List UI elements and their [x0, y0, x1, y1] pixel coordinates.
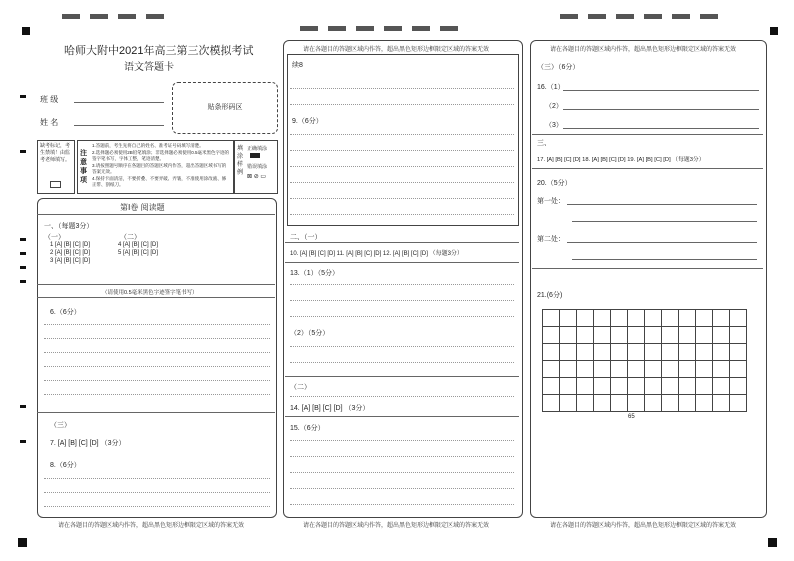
grid-cell[interactable] [628, 344, 645, 361]
absent-bubble[interactable] [50, 181, 61, 188]
mc-row-3[interactable]: 3 [A] [B] [C] [D] [50, 258, 91, 264]
divider [37, 214, 275, 215]
answer-line[interactable] [290, 346, 514, 347]
side-mark [20, 150, 26, 153]
sub1-title: （一） [44, 234, 65, 241]
mc-row-4[interactable]: 4 [A] [B] [C] [D] [118, 242, 159, 248]
grid-count-label: 65 [628, 414, 635, 420]
grid-cell[interactable] [679, 395, 696, 412]
grid-cell[interactable] [594, 378, 611, 395]
absent-mark-box [37, 140, 75, 194]
grid-cell[interactable] [679, 361, 696, 378]
q15-label: 15.（6分） [290, 425, 325, 432]
mc-row-b[interactable]: 10. [A] [B] [C] [D] 11. [A] [B] [C] [D] 12. [A] [B] [C] [D] （每题3分） [290, 251, 463, 257]
footer-warning-1: 请在各题目的答题区域内作答，超出黑色矩形边框限定区域的答案无效 [58, 523, 245, 529]
mc-row-2[interactable]: 2 [A] [B] [C] [D] [50, 250, 91, 256]
fill-correct-label: 正确填涂 [247, 146, 268, 152]
q20-first-line-2[interactable] [572, 221, 757, 222]
page-subtitle: 语文答题卡 [124, 62, 174, 73]
q20-first-label: 第一处： [537, 198, 565, 205]
grid-cell[interactable] [594, 395, 611, 412]
divider [532, 134, 763, 135]
mc-row-5[interactable]: 5 [A] [B] [C] [D] [118, 250, 159, 256]
grid-cell[interactable] [696, 395, 713, 412]
divider [532, 168, 763, 169]
answer-line[interactable] [290, 104, 514, 105]
grid-cell[interactable] [628, 395, 645, 412]
grid-cell[interactable] [611, 310, 628, 327]
grid-cell[interactable] [679, 378, 696, 395]
grid-cell[interactable] [628, 361, 645, 378]
grid-cell[interactable] [713, 378, 730, 395]
grid-cell[interactable] [662, 361, 679, 378]
class-field[interactable] [74, 102, 164, 103]
mc-row-c[interactable]: 17. [A] [B] [C] [D] 18. [A] [B] [C] [D] 19. [A] [B] [C] [D] （每题3分） [537, 157, 705, 163]
answer-line[interactable] [290, 88, 514, 89]
q20-second-label: 第二处： [537, 236, 565, 243]
q16-3-line[interactable] [563, 128, 759, 129]
q6-line-2[interactable] [44, 338, 270, 339]
grid-cell[interactable] [543, 327, 560, 344]
q6-label: 6.（6分） [50, 309, 81, 316]
absent-note: 缺考标记，考生禁填！由监考老师填写。 [40, 143, 71, 163]
grid-cell[interactable] [577, 395, 594, 412]
timing-bar-right [560, 14, 718, 19]
grid-cell[interactable] [594, 344, 611, 361]
grid-cell[interactable] [645, 344, 662, 361]
divider [285, 376, 519, 377]
page-title: 哈师大附中2021年高三第三次模拟考试 [64, 45, 254, 57]
name-label: 姓 名 [40, 118, 59, 127]
answer-line[interactable] [290, 300, 514, 301]
column-3-frame [530, 40, 767, 518]
grid-cell[interactable] [713, 327, 730, 344]
answer-line[interactable] [290, 472, 514, 473]
grid-cell[interactable] [560, 327, 577, 344]
grid-cell[interactable] [611, 361, 628, 378]
q20-first-line-1[interactable] [567, 204, 757, 205]
sec1-title: 一、（每题3分） [44, 223, 94, 230]
grid-cell[interactable] [594, 361, 611, 378]
grid-cell[interactable] [577, 378, 594, 395]
fill-correct-sample [250, 153, 260, 158]
corner-mark-bottom-right [768, 538, 777, 547]
grid-cell[interactable] [696, 344, 713, 361]
name-field[interactable] [74, 125, 164, 126]
grid-cell[interactable] [543, 395, 560, 412]
grid-cell[interactable] [645, 361, 662, 378]
notes-title: 注意事项 [80, 150, 87, 184]
grid-cell[interactable] [543, 344, 560, 361]
corner-mark-top-right [770, 27, 778, 35]
answer-line[interactable] [290, 396, 514, 397]
grid-cell[interactable] [628, 327, 645, 344]
q20-label: 20.（5分） [537, 180, 572, 187]
barcode-sticker-area [172, 82, 278, 134]
grid-cell[interactable] [543, 378, 560, 395]
grid-cell[interactable] [560, 344, 577, 361]
note-3: 3.请按照题号顺序在各题目的答题区域内作答，超出答题区域书写的答案无效。 [92, 162, 227, 174]
sub2-title: （二） [120, 234, 141, 241]
q7-label[interactable]: 7. [A] [B] [C] [D] （3分） [50, 440, 126, 447]
grid-cell[interactable] [560, 361, 577, 378]
mc-row-1[interactable]: 1 [A] [B] [C] [D] [50, 242, 91, 248]
grid-cell[interactable] [594, 327, 611, 344]
grid-cell[interactable] [611, 327, 628, 344]
footer-warning-3: 请在各题目的答题区域内作答，超出黑色矩形边框限定区域的答案无效 [550, 523, 737, 529]
q6-line-6[interactable] [44, 394, 270, 395]
grid-cell[interactable] [645, 327, 662, 344]
answer-line[interactable] [290, 198, 514, 199]
answer-line[interactable] [290, 456, 514, 457]
grid-cell[interactable] [543, 361, 560, 378]
sec3-title: 三、 [537, 140, 551, 147]
fill-example-box [234, 140, 278, 194]
side-mark [20, 266, 26, 269]
class-label: 班 级 [40, 95, 59, 104]
answer-line[interactable] [290, 214, 514, 215]
side-mark [20, 95, 26, 98]
q8-label: 8.（6分） [50, 462, 81, 469]
answer-line[interactable] [290, 488, 514, 489]
side-mark [20, 440, 26, 443]
divider [37, 297, 275, 298]
q8-line-3[interactable] [44, 506, 270, 507]
q16-1-line[interactable] [563, 90, 759, 91]
grid-cell[interactable] [713, 344, 730, 361]
part1-title: 第Ⅰ卷 阅读题 [120, 203, 165, 212]
grid-cell[interactable] [645, 310, 662, 327]
answer-line[interactable] [290, 362, 514, 363]
corner-mark-bottom-left [18, 538, 27, 547]
grid-cell[interactable] [645, 378, 662, 395]
divider [285, 416, 519, 417]
side-mark [20, 280, 26, 283]
grid-cell[interactable] [543, 310, 560, 327]
grid-cell[interactable] [696, 361, 713, 378]
grid-cell[interactable] [679, 344, 696, 361]
q20-second-line-2[interactable] [572, 259, 757, 260]
grid-cell[interactable] [645, 395, 662, 412]
q13-2-label: （2）（5分） [290, 330, 330, 337]
grid-cell[interactable] [730, 327, 747, 344]
grid-cell[interactable] [730, 378, 747, 395]
composition-grid[interactable] [542, 309, 747, 412]
grid-cell[interactable] [628, 310, 645, 327]
grid-cell[interactable] [577, 344, 594, 361]
sticker-label: 贴条形码区 [207, 104, 243, 111]
q14-label[interactable]: 14. [A] [B] [C] [D] （3分） [290, 405, 370, 412]
q21-label: 21.(6分) [537, 292, 563, 299]
sub-b2-title: （二） [290, 384, 311, 391]
q8-line-2[interactable] [44, 492, 270, 493]
note-4: 4.保持卡面清洁，不要折叠、不要弄破、弄皱，不准使用涂改液、修正带、刮纸刀。 [92, 175, 227, 187]
q8-continued-label: 续8 [292, 62, 303, 69]
grid-cell[interactable] [713, 361, 730, 378]
corner-mark-top-left [22, 27, 30, 35]
side-mark [20, 238, 26, 241]
q20-second-line-1[interactable] [567, 242, 757, 243]
grid-cell[interactable] [662, 327, 679, 344]
q16-2-label: （2） [545, 103, 563, 110]
grid-cell[interactable] [730, 344, 747, 361]
q8-continued-frame [287, 54, 519, 226]
sec2-title: 二、（一） [290, 234, 322, 241]
divider [285, 242, 519, 243]
q16-3-label: （3） [545, 122, 563, 129]
fill-wrong-label: 错误填涂 [247, 164, 268, 170]
note-1: 1.答题前，考生先将自己的姓名、准考证号码填写清楚。 [92, 143, 204, 148]
divider [285, 262, 519, 263]
footer-warning-2: 请在各题目的答题区域内作答，超出黑色矩形边框限定区域的答案无效 [303, 523, 490, 529]
grid-cell[interactable] [679, 327, 696, 344]
divider [37, 284, 275, 285]
grid-cell[interactable] [713, 310, 730, 327]
grid-cell[interactable] [662, 310, 679, 327]
grid-cell[interactable] [679, 310, 696, 327]
grid-cell[interactable] [713, 395, 730, 412]
grid-cell[interactable] [560, 378, 577, 395]
divider [37, 412, 275, 413]
q16-1-label: 16.（1） [537, 84, 565, 91]
ink-note: （请使用0.5毫米黑色字迹签字笔书写） [102, 290, 198, 296]
grid-cell[interactable] [730, 361, 747, 378]
q9-label: 9.（6分） [292, 118, 323, 125]
grid-cell[interactable] [662, 378, 679, 395]
q8-line-1[interactable] [44, 478, 270, 479]
sec3-sub-title: （三）（6分） [537, 64, 580, 71]
fill-wrong-sample: ⊠ ⊘ ▭ [247, 174, 267, 180]
header-warning-2: 请在各题目的答题区域内作答，超出黑色矩形边框限定区域的答案无效 [303, 47, 490, 53]
q13-1-label: 13.（1）（5分） [290, 270, 340, 277]
timing-bar-middle [300, 26, 458, 31]
grid-cell[interactable] [577, 327, 594, 344]
q6-line-5[interactable] [44, 380, 270, 381]
grid-cell[interactable] [560, 310, 577, 327]
grid-cell[interactable] [730, 395, 747, 412]
grid-cell[interactable] [696, 378, 713, 395]
grid-cell[interactable] [730, 310, 747, 327]
answer-line[interactable] [290, 504, 514, 505]
grid-cell[interactable] [662, 395, 679, 412]
side-mark [20, 252, 26, 255]
timing-bar-left [62, 14, 164, 19]
grid-cell[interactable] [577, 361, 594, 378]
q6-line-3[interactable] [44, 352, 270, 353]
q16-2-line[interactable] [563, 109, 759, 110]
answer-line[interactable] [290, 166, 514, 167]
divider [532, 268, 763, 269]
grid-cell[interactable] [611, 395, 628, 412]
answer-line[interactable] [290, 150, 514, 151]
grid-cell[interactable] [611, 344, 628, 361]
grid-cell[interactable] [594, 310, 611, 327]
grid-cell[interactable] [611, 378, 628, 395]
answer-line[interactable] [290, 182, 514, 183]
q6-line-1[interactable] [44, 324, 270, 325]
grid-cell[interactable] [696, 310, 713, 327]
answer-line[interactable] [290, 440, 514, 441]
sub3-title: （三） [50, 422, 71, 429]
answer-line[interactable] [290, 316, 514, 317]
answer-line[interactable] [290, 134, 514, 135]
grid-cell[interactable] [577, 310, 594, 327]
header-warning-3: 请在各题目的答题区域内作答，超出黑色矩形边框限定区域的答案无效 [550, 47, 737, 53]
grid-cell[interactable] [628, 378, 645, 395]
answer-line[interactable] [290, 284, 514, 285]
note-2: 2.选择题必须使用2B铅笔填涂；非选择题必须使用0.5毫米黑色字迹的签字笔书写，字体工整，笔迹清楚。 [92, 149, 230, 161]
fill-example-title: 填涂样例 [237, 146, 244, 176]
q6-line-4[interactable] [44, 366, 270, 367]
grid-cell[interactable] [696, 327, 713, 344]
grid-cell[interactable] [662, 344, 679, 361]
grid-cell[interactable] [560, 395, 577, 412]
notes-box [77, 140, 234, 194]
side-mark [20, 405, 26, 408]
